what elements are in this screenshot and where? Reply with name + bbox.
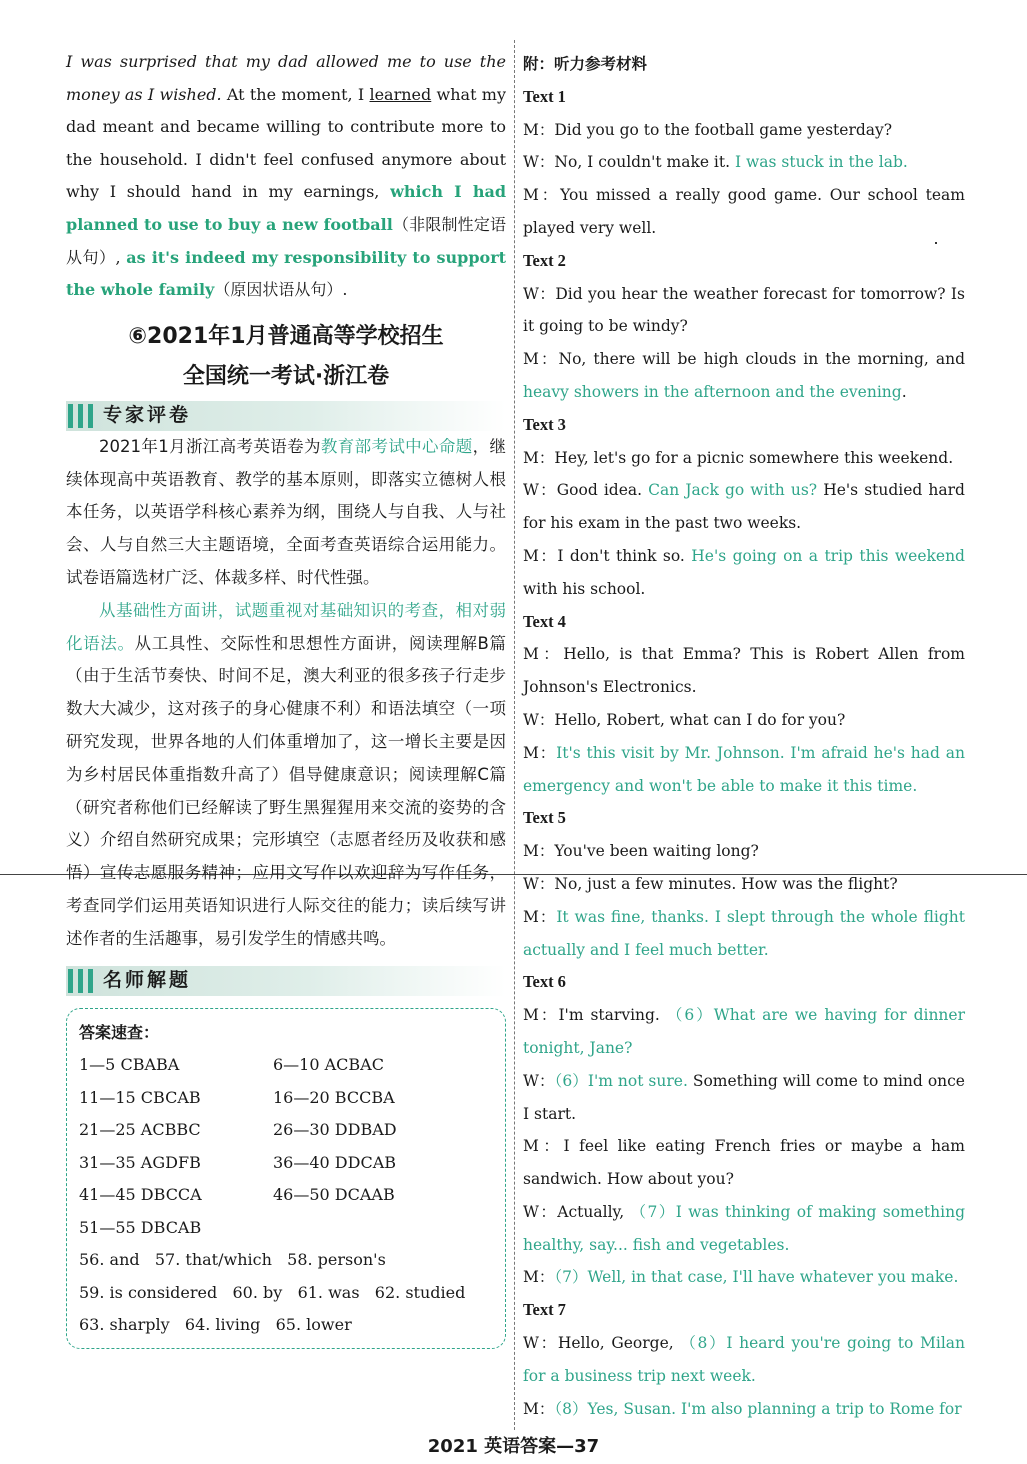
answer-cell: 51—55 DBCAB <box>79 1217 202 1237</box>
column-divider <box>514 40 515 1430</box>
key-sentence: He's going on a trip this weekend <box>691 546 965 565</box>
page-footer: 2021 英语答案—37 <box>427 1436 600 1457</box>
highlight-clause-1: which I had planned to use to buy a new football <box>66 182 507 234</box>
answer-line-59: 59. is considered 60. by 61. was 62. studied <box>79 1282 466 1302</box>
dialogue-text: W：Did you hear the weather forecast for tomorrow? Is it going to be windy? <box>523 284 965 336</box>
dialogue-line <box>523 474 965 540</box>
stripe-decoration <box>68 969 93 993</box>
dialogue-text: W：Hello, Robert, what can I do for you? <box>523 710 846 729</box>
intro-italic: I was surprised that my dad allowed me to use the money as I wished. <box>66 52 506 104</box>
key-sentence: （8）I heard you're going to Milan for a business trip next week. <box>523 1334 965 1385</box>
dialogue-text: M： <box>523 1268 555 1287</box>
dialogue-text: Something will come to mind once I start. <box>523 1071 965 1123</box>
answer-cell: 1—5 CBABA <box>79 1055 180 1074</box>
intro-text-a: At the moment, I <box>221 84 370 104</box>
section-label-solutions: 名师解题 <box>103 969 192 992</box>
dialogue-line <box>523 540 965 606</box>
answer-cell: 21—25 ACBBC <box>79 1120 201 1139</box>
answer-line-56: 56. and 57. that/which 58. person's <box>79 1250 386 1269</box>
key-sentence: heavy showers in the afternoon and the evening <box>523 382 902 401</box>
text-heading: Text 2 <box>523 250 566 270</box>
text-heading: Text 1 <box>523 86 566 106</box>
dialogue-line <box>523 868 965 901</box>
review-p1-green: 教育部考试中心命题 <box>320 436 473 456</box>
key-sentence: I was stuck in the lab. <box>734 153 908 172</box>
key-sentence: Can Jack go with us? <box>648 481 818 500</box>
answer-row <box>79 1212 493 1245</box>
dialogue-text: M：I'm starving. <box>523 1006 667 1025</box>
dialogue-line <box>523 704 965 737</box>
dialogue-text: . <box>901 382 907 401</box>
review-p2-b: 从工具性、交际性和思想性方面讲，阅读理解B篇（由于生活节奏快、时间不足，澳大利亚的很多孩子行走步数大大减少，这对孩子的身心健康不利）和语法填空（一项研究发现，世界各地的人们体重增加了，这一增长主要是因为乡村居民体重指数升高了）倡导健康意识；阅读理解C篇（研究者称他们已经解读了野生黑猩猩用来交流的姿势的含义）介绍自然研究成果；完形填空（志愿者经历及收获和感悟）宣传志愿服务精神；应用文写作以欢迎辞为写作任务，考查同学们运用英语知识进行人际交往的能力；读后续写讲述作者的生活趣事，易引发学生的情感共鸣。 <box>66 633 506 948</box>
answer-row <box>79 1082 493 1115</box>
answer-cell: 41—45 DBCCA <box>79 1185 202 1204</box>
review-p2-green: 从基础性方面讲，试题重视对基础知识的考查，相对弱化语法。 <box>66 600 506 653</box>
dialogue-text: M：Hello, is that Emma? This is Robert Allen from Johnson's Electronics. <box>523 645 965 697</box>
dialogue-text: W：Hello, George, <box>523 1334 681 1353</box>
dialogue-line <box>523 1393 965 1426</box>
exam-title-line1: ⑥2021年1月普通高等学校招生 <box>128 323 444 349</box>
review-p1-a: 2021年1月浙江高考英语卷为 <box>99 436 321 456</box>
dialogue-line <box>523 1196 965 1262</box>
text-heading: Text 6 <box>523 972 566 992</box>
key-sentence: （7）Well, in that case, I'll have whatever you make. <box>554 1268 959 1287</box>
section-label-review: 专家评卷 <box>103 404 192 427</box>
dialogue-text: W：Good idea. <box>523 481 649 500</box>
exam-title-line2: 全国统一考试·浙江卷 <box>182 363 390 389</box>
answer-row <box>79 1147 493 1180</box>
dialogue-text: W：No, I couldn't make it. <box>523 153 735 172</box>
answer-row <box>79 1114 493 1147</box>
dialogue-text: M：You've been waiting long? <box>523 842 759 861</box>
left-column <box>66 46 506 1349</box>
text-heading: Text 3 <box>523 414 566 434</box>
text-heading: Text 5 <box>523 808 566 828</box>
answer-line-63: 63. sharply 64. living 65. lower <box>79 1315 352 1334</box>
dialogue-text: M： <box>523 907 557 926</box>
grammar-note-1: （非限制性定语从句）, <box>66 214 506 267</box>
answer-cell: 11—15 CBCAB <box>79 1087 201 1107</box>
answer-cell: 31—35 AGDFB <box>79 1152 201 1172</box>
dialogue-text: M： <box>523 743 557 762</box>
dialogue-line <box>523 1327 965 1393</box>
dialogue-text: M： <box>523 1399 555 1418</box>
answer-cell: 36—40 DDCAB <box>273 1152 397 1172</box>
key-sentence: It's this visit by Mr. Johnson. I'm afraid he's had an emergency and won't be able to make it this time. <box>523 743 965 795</box>
right-column <box>523 48 965 1425</box>
listening-transcripts <box>523 81 965 1426</box>
highlight-clause-2: as it's indeed my responsibility to support the whole family <box>66 247 507 300</box>
intro-underlined: learned <box>369 84 432 104</box>
dialogue-line <box>523 835 965 868</box>
dialogue-line <box>523 114 965 147</box>
answer-row <box>79 1049 493 1082</box>
dialogue-text: W： <box>523 1071 555 1090</box>
answer-row <box>79 1179 493 1212</box>
dialogue-line <box>523 343 965 409</box>
dialogue-text: M：You missed a really good game. Our school team played very well. <box>523 186 965 237</box>
review-paragraph-2 <box>66 595 506 956</box>
grammar-note-2: （原因状语从句）. <box>214 280 348 300</box>
answer-cell: 26—30 DDBAD <box>273 1120 397 1139</box>
dialogue-line <box>523 179 965 245</box>
key-sentence: It was fine, thanks. I slept through the whole flight actually and I feel much better. <box>523 907 966 959</box>
text-heading: Text 7 <box>523 1300 566 1320</box>
dialogue-line <box>523 737 965 803</box>
dialogue-text: M：I feel like eating French fries or maybe a ham sandwich. How about you? <box>523 1137 965 1189</box>
intro-text-b: what my dad meant and became willing to contribute more to the household. I didn't feel confused anymore about why I should hand in my earnings, <box>66 84 506 202</box>
dialogue-text: He's studied hard for his exam in the past two weeks. <box>523 481 965 533</box>
answer-key-box <box>66 1008 506 1349</box>
dialogue-text: W：No, just a few minutes. How was the flight? <box>523 874 898 893</box>
dialogue-line <box>523 1065 965 1131</box>
stripe-decoration <box>68 404 93 428</box>
dialogue-line <box>523 1130 965 1196</box>
dialogue-line <box>523 901 965 967</box>
dialogue-text: M：Did you go to the football game yesterday? <box>523 120 893 139</box>
key-sentence: （8）Yes, Susan. I'm also planning a trip to Rome for <box>554 1399 962 1418</box>
dialogue-line <box>523 442 965 475</box>
text-heading: Text 4 <box>523 611 566 631</box>
dialogue-line <box>523 278 965 344</box>
intro-paragraph <box>66 46 506 307</box>
review-p1-b: ，继续体现高中英语教育、教学的基本原则，即落实立德树人根本任务，以英语学科核心素养为纲，围绕人与自我、人与社会、人与自然三大主题语境，全面考查英语综合运用能力。试卷语篇选材广泛、体裁多样、时代性强。 <box>66 436 507 587</box>
answer-cell: 6—10 ACBAC <box>273 1055 384 1074</box>
key-sentence: （6）What are we having for dinner tonight, Jane? <box>523 1006 965 1057</box>
key-sentence: （7）I was thinking of making something healthy, say... fish and vegetables. <box>523 1202 965 1254</box>
dialogue-text: M：Hey, let's go for a picnic somewhere this weekend. <box>523 448 954 467</box>
dialogue-text: M：No, there will be high clouds in the morning, and <box>523 350 965 369</box>
key-sentence: （6）I'm not sure. <box>554 1071 688 1090</box>
dialogue-line <box>523 1261 965 1294</box>
dialogue-line <box>523 146 965 179</box>
answer-key-heading: 答案速查： <box>79 1022 160 1042</box>
review-paragraph-1 <box>66 431 506 595</box>
dialogue-text: M：I don't think so. <box>523 546 692 565</box>
appendix-title: 附：听力参考材料 <box>523 55 648 73</box>
dialogue-line <box>523 638 965 704</box>
section-header-solutions <box>66 966 506 996</box>
section-header-review <box>66 401 506 431</box>
dialogue-text: with his school. <box>523 579 646 598</box>
answer-cell: 46—50 DCAAB <box>273 1185 395 1204</box>
answer-cell: 16—20 BCCBA <box>273 1087 395 1107</box>
dialogue-text: W：Actually, <box>523 1202 631 1221</box>
dialogue-line <box>523 999 965 1065</box>
